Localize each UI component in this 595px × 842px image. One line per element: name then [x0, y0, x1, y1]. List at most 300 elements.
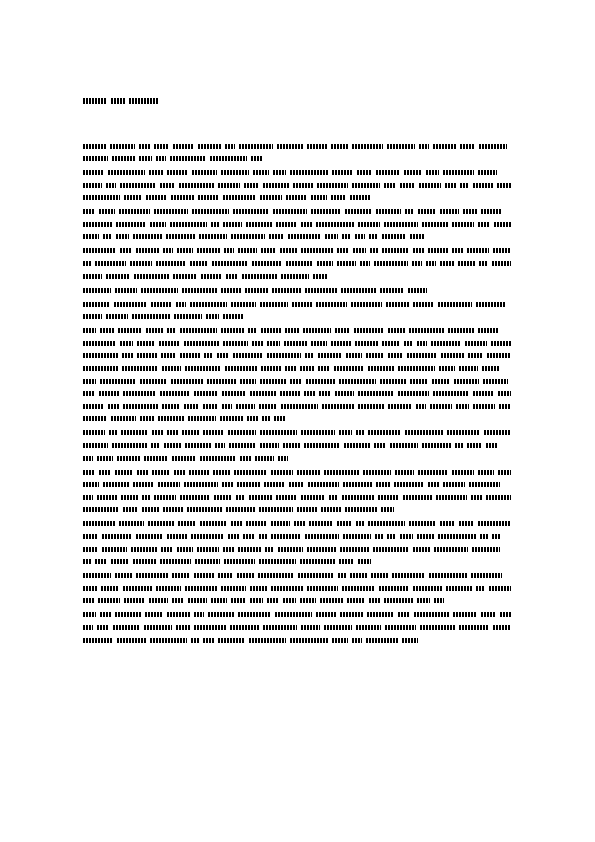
- word-mark: [443, 170, 474, 175]
- word-mark: [142, 507, 159, 512]
- text-line: [83, 624, 513, 630]
- word-mark: [382, 234, 406, 239]
- word-mark: [267, 598, 279, 603]
- word-mark: [331, 341, 351, 346]
- word-mark: [152, 430, 163, 435]
- word-mark: [445, 183, 456, 188]
- word-mark: [420, 625, 455, 630]
- word-mark: [492, 534, 501, 539]
- word-mark: [198, 144, 221, 149]
- word-mark: [141, 288, 178, 293]
- word-mark: [95, 559, 107, 564]
- text-line: [83, 248, 513, 254]
- word-mark: [480, 534, 488, 539]
- word-mark: [271, 534, 301, 539]
- word-mark: [306, 379, 335, 384]
- word-mark: [329, 495, 338, 500]
- word-mark: [83, 341, 116, 346]
- word-mark: [108, 404, 119, 409]
- text-line: [83, 391, 513, 397]
- word-mark: [478, 170, 497, 175]
- word-mark: [197, 547, 219, 552]
- paragraph: [83, 209, 513, 240]
- word-mark: [307, 547, 336, 552]
- word-mark: [250, 598, 263, 603]
- word-mark: [273, 170, 286, 175]
- word-mark: [161, 353, 176, 358]
- word-mark: [184, 482, 218, 487]
- word-mark: [340, 547, 369, 552]
- word-mark: [151, 443, 160, 448]
- word-mark: [167, 612, 190, 617]
- word-mark: [180, 353, 200, 358]
- word-mark: [467, 248, 489, 253]
- word-mark: [190, 261, 208, 266]
- word-mark: [305, 534, 339, 539]
- text-line: [83, 430, 513, 436]
- word-mark: [380, 379, 406, 384]
- word-mark: [109, 430, 117, 435]
- word-mark: [407, 353, 437, 358]
- text-line: [83, 301, 513, 307]
- word-mark: [353, 248, 366, 253]
- word-mark: [83, 391, 95, 396]
- word-mark: [434, 547, 468, 552]
- text-line: [83, 469, 513, 475]
- word-mark: [422, 222, 448, 227]
- word-mark: [337, 248, 349, 253]
- word-mark: [226, 507, 255, 512]
- word-mark: [173, 274, 197, 279]
- word-mark: [317, 183, 348, 188]
- word-mark: [402, 638, 418, 643]
- word-mark: [335, 391, 354, 396]
- word-mark: [100, 379, 136, 384]
- word-mark: [213, 470, 230, 475]
- word-mark: [163, 248, 173, 253]
- word-mark: [110, 144, 135, 149]
- word-mark: [354, 328, 384, 333]
- word-mark: [380, 288, 404, 293]
- word-mark: [319, 391, 331, 396]
- heading-word-mark: [111, 98, 125, 104]
- word-mark: [343, 534, 371, 539]
- word-mark: [387, 534, 396, 539]
- word-mark: [458, 261, 475, 266]
- word-mark: [83, 328, 96, 333]
- word-mark: [137, 470, 148, 475]
- word-mark: [83, 443, 108, 448]
- word-mark: [133, 559, 156, 564]
- word-mark: [249, 495, 272, 500]
- word-mark: [159, 341, 180, 346]
- word-mark: [360, 261, 370, 266]
- word-mark: [83, 144, 106, 149]
- word-mark: [222, 391, 246, 396]
- word-mark: [261, 366, 281, 371]
- word-mark: [83, 598, 94, 603]
- word-mark: [83, 261, 91, 266]
- word-mark: [211, 598, 227, 603]
- word-mark: [252, 261, 282, 266]
- word-mark: [137, 341, 155, 346]
- word-mark: [223, 341, 248, 346]
- word-mark: [149, 170, 163, 175]
- word-mark: [233, 353, 263, 358]
- word-mark: [162, 404, 180, 409]
- word-mark: [452, 470, 474, 475]
- word-mark: [170, 156, 206, 161]
- word-mark: [274, 416, 285, 421]
- word-mark: [136, 573, 168, 578]
- word-mark: [413, 302, 434, 307]
- word-mark: [83, 288, 111, 293]
- paragraph: [83, 328, 513, 422]
- word-mark: [263, 625, 297, 630]
- word-mark: [112, 156, 135, 161]
- word-mark: [83, 248, 116, 253]
- word-mark: [388, 404, 412, 409]
- word-mark: [226, 274, 238, 279]
- word-mark: [103, 234, 112, 239]
- text-line: [83, 328, 513, 334]
- word-mark: [341, 288, 376, 293]
- word-mark: [332, 170, 353, 175]
- word-mark: [158, 482, 180, 487]
- word-mark: [83, 222, 112, 227]
- word-mark: [151, 302, 172, 307]
- word-mark: [250, 586, 267, 591]
- word-mark: [498, 391, 511, 396]
- word-mark: [206, 314, 219, 319]
- word-mark: [172, 456, 196, 461]
- word-mark: [204, 353, 213, 358]
- word-mark: [358, 391, 394, 396]
- word-mark: [433, 144, 456, 149]
- word-mark: [106, 274, 130, 279]
- word-mark: [334, 366, 364, 371]
- paragraph: [83, 248, 513, 279]
- word-mark: [225, 144, 235, 149]
- word-mark: [405, 209, 414, 214]
- word-mark: [417, 341, 427, 346]
- word-mark: [476, 586, 485, 591]
- word-mark: [83, 470, 95, 475]
- word-mark: [83, 302, 110, 307]
- word-mark: [259, 404, 277, 409]
- word-mark: [260, 195, 282, 200]
- word-mark: [136, 534, 163, 539]
- word-mark: [120, 183, 156, 188]
- word-mark: [83, 547, 98, 552]
- word-mark: [331, 195, 346, 200]
- body-text: [83, 143, 513, 651]
- word-mark: [340, 612, 363, 617]
- word-mark: [288, 234, 321, 239]
- word-mark: [83, 404, 104, 409]
- word-mark: [463, 209, 477, 214]
- word-mark: [238, 612, 271, 617]
- word-mark: [83, 379, 96, 384]
- word-mark: [409, 521, 436, 526]
- word-mark: [83, 559, 91, 564]
- word-mark: [111, 559, 129, 564]
- word-mark: [192, 209, 229, 214]
- text-line: [83, 612, 513, 618]
- word-mark: [368, 521, 405, 526]
- text-line: [83, 156, 513, 162]
- word-mark: [177, 248, 193, 253]
- word-mark: [267, 353, 301, 358]
- paragraph: [83, 287, 513, 293]
- word-mark: [318, 353, 342, 358]
- word-mark: [99, 391, 119, 396]
- word-mark: [307, 144, 327, 149]
- word-mark: [454, 379, 479, 384]
- word-mark: [300, 559, 335, 564]
- word-mark: [492, 261, 511, 266]
- word-mark: [371, 573, 388, 578]
- word-mark: [272, 288, 301, 293]
- word-mark: [422, 443, 451, 448]
- word-mark: [273, 209, 307, 214]
- word-mark: [446, 586, 472, 591]
- word-mark: [240, 379, 256, 384]
- word-mark: [342, 586, 375, 591]
- word-mark: [114, 302, 147, 307]
- word-mark: [239, 144, 273, 149]
- word-mark: [184, 341, 219, 346]
- word-mark: [358, 559, 371, 564]
- word-mark: [221, 170, 249, 175]
- word-mark: [162, 366, 181, 371]
- word-mark: [289, 482, 304, 487]
- text-line: [83, 455, 513, 461]
- text-line: [83, 195, 513, 201]
- word-mark: [158, 416, 184, 421]
- word-mark: [83, 495, 93, 500]
- word-mark: [83, 482, 99, 487]
- word-mark: [145, 612, 163, 617]
- word-mark: [290, 638, 328, 643]
- word-mark: [160, 559, 191, 564]
- word-mark: [194, 612, 204, 617]
- word-mark: [293, 183, 313, 188]
- word-mark: [222, 404, 232, 409]
- word-mark: [197, 248, 220, 253]
- word-mark: [123, 586, 152, 591]
- word-mark: [83, 314, 102, 319]
- text-line: [83, 507, 513, 513]
- word-mark: [271, 521, 290, 526]
- word-mark: [200, 456, 236, 461]
- word-mark: [133, 482, 154, 487]
- word-mark: [277, 144, 303, 149]
- word-mark: [294, 521, 305, 526]
- word-mark: [307, 586, 338, 591]
- word-mark: [301, 625, 320, 630]
- word-mark: [363, 470, 391, 475]
- word-mark: [271, 586, 303, 591]
- word-mark: [106, 183, 116, 188]
- word-mark: [230, 625, 259, 630]
- word-mark: [83, 521, 115, 526]
- word-mark: [322, 404, 354, 409]
- word-mark: [428, 248, 448, 253]
- word-mark: [400, 183, 415, 188]
- heading-word-mark: [83, 98, 107, 104]
- word-mark: [250, 391, 276, 396]
- word-mark: [99, 209, 115, 214]
- word-mark: [281, 274, 309, 279]
- word-mark: [83, 234, 99, 239]
- word-mark: [347, 598, 365, 603]
- word-mark: [101, 586, 119, 591]
- word-mark: [240, 456, 251, 461]
- word-mark: [440, 521, 455, 526]
- word-mark: [339, 559, 354, 564]
- word-mark: [476, 302, 506, 307]
- word-mark: [259, 534, 267, 539]
- word-mark: [203, 638, 214, 643]
- word-mark: [486, 443, 498, 448]
- word-mark: [448, 328, 474, 333]
- word-mark: [189, 470, 209, 475]
- word-mark: [301, 495, 325, 500]
- word-mark: [283, 443, 300, 448]
- word-mark: [384, 598, 413, 603]
- word-mark: [111, 416, 136, 421]
- word-mark: [376, 482, 390, 487]
- word-mark: [358, 404, 384, 409]
- word-mark: [346, 353, 362, 358]
- text-line: [83, 273, 513, 279]
- word-mark: [146, 328, 163, 333]
- word-mark: [115, 573, 132, 578]
- word-mark: [350, 195, 371, 200]
- word-mark: [121, 495, 138, 500]
- word-mark: [456, 404, 469, 409]
- page-heading: [83, 97, 159, 105]
- word-mark: [264, 482, 285, 487]
- word-mark: [292, 302, 312, 307]
- word-mark: [452, 222, 474, 227]
- word-mark: [382, 248, 409, 253]
- word-mark: [154, 144, 169, 149]
- word-mark: [200, 521, 227, 526]
- word-mark: [171, 195, 194, 200]
- word-mark: [115, 612, 141, 617]
- word-mark: [441, 353, 464, 358]
- word-mark: [313, 274, 327, 279]
- word-mark: [290, 170, 328, 175]
- word-mark: [499, 404, 511, 409]
- word-mark: [404, 341, 413, 346]
- word-mark: [459, 366, 478, 371]
- word-mark: [195, 559, 220, 564]
- word-mark: [286, 261, 313, 266]
- word-mark: [405, 430, 443, 435]
- word-mark: [417, 598, 430, 603]
- word-mark: [414, 612, 449, 617]
- word-mark: [228, 534, 239, 539]
- word-mark: [309, 521, 333, 526]
- word-mark: [173, 144, 194, 149]
- word-mark: [180, 328, 217, 333]
- word-mark: [139, 156, 152, 161]
- word-mark: [481, 612, 496, 617]
- word-mark: [460, 144, 475, 149]
- word-mark: [471, 495, 482, 500]
- word-mark: [83, 274, 102, 279]
- word-mark: [387, 144, 415, 149]
- heading-word-mark: [129, 98, 159, 104]
- word-mark: [187, 507, 222, 512]
- word-mark: [190, 302, 227, 307]
- word-mark: [390, 443, 418, 448]
- word-mark: [172, 573, 190, 578]
- word-mark: [465, 341, 487, 346]
- word-mark: [252, 341, 263, 346]
- word-mark: [408, 288, 427, 293]
- word-mark: [382, 341, 400, 346]
- word-mark: [167, 430, 178, 435]
- word-mark: [203, 430, 224, 435]
- word-mark: [124, 195, 142, 200]
- word-mark: [386, 302, 409, 307]
- word-mark: [426, 261, 436, 266]
- word-mark: [489, 586, 511, 591]
- word-mark: [304, 443, 340, 448]
- word-mark: [217, 353, 229, 358]
- word-mark: [398, 391, 429, 396]
- word-mark: [106, 314, 128, 319]
- word-mark: [339, 430, 352, 435]
- word-mark: [215, 443, 225, 448]
- word-mark: [113, 625, 140, 630]
- word-mark: [185, 586, 217, 591]
- text-line: [83, 546, 513, 552]
- text-line: [83, 521, 513, 527]
- word-mark: [500, 612, 511, 617]
- word-mark: [100, 328, 114, 333]
- word-mark: [335, 328, 350, 333]
- word-mark: [484, 430, 511, 435]
- word-mark: [152, 470, 170, 475]
- word-mark: [301, 430, 335, 435]
- word-mark: [265, 547, 274, 552]
- text-line: [83, 221, 513, 227]
- word-mark: [384, 183, 396, 188]
- word-mark: [398, 366, 435, 371]
- word-mark: [478, 521, 511, 526]
- word-mark: [275, 612, 312, 617]
- word-mark: [438, 534, 476, 539]
- text-line: [83, 209, 513, 215]
- word-mark: [95, 261, 126, 266]
- word-mark: [429, 573, 467, 578]
- word-mark: [385, 625, 416, 630]
- word-mark: [303, 328, 331, 333]
- word-mark: [83, 156, 108, 161]
- word-mark: [398, 612, 410, 617]
- word-mark: [198, 195, 219, 200]
- word-mark: [246, 222, 272, 227]
- word-mark: [342, 234, 351, 239]
- word-mark: [433, 391, 469, 396]
- word-mark: [211, 222, 219, 227]
- word-mark: [99, 470, 111, 475]
